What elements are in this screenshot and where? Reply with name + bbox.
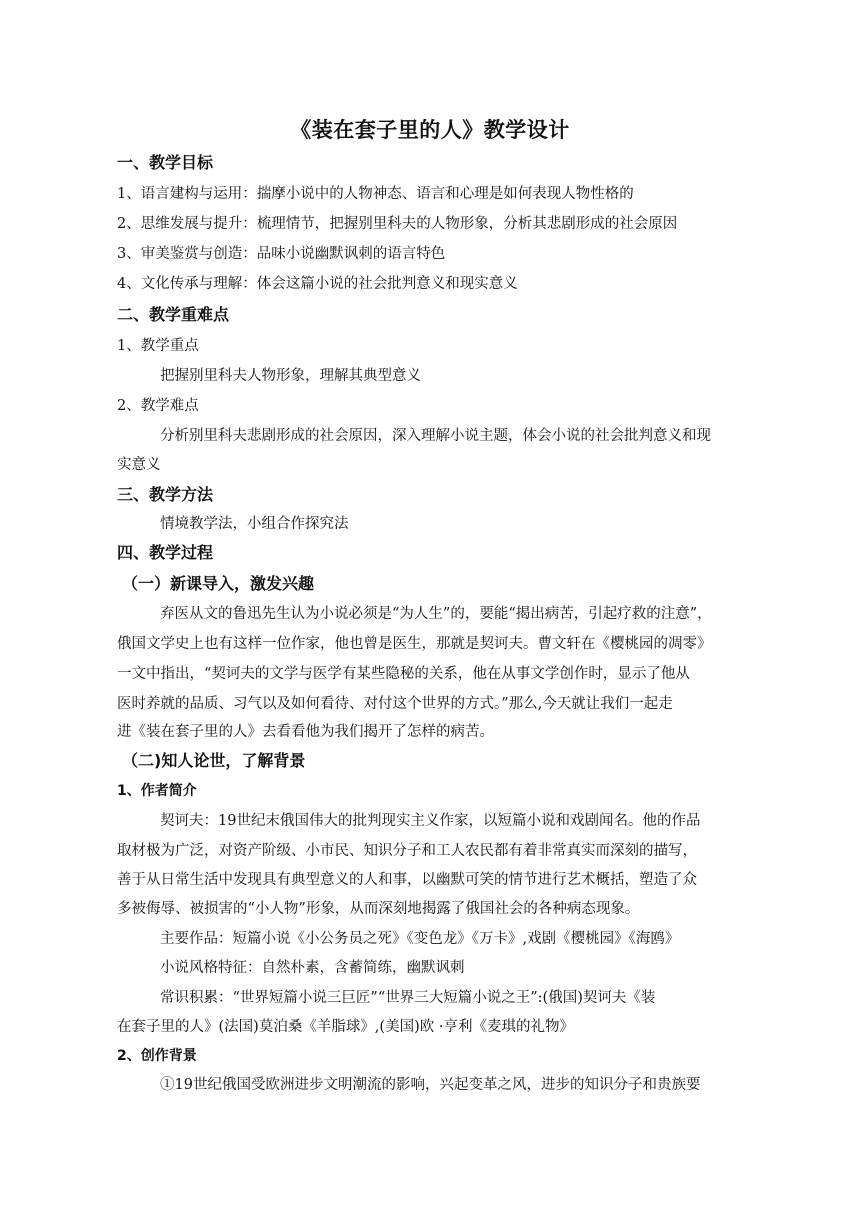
key-point-label: 1、教学重点 bbox=[117, 338, 199, 354]
section-heading-method: 三、教学方法 bbox=[117, 485, 214, 504]
author-intro-label: 1、作者简介 bbox=[117, 783, 197, 799]
difficulty-text: 分析别里科夫悲剧形成的社会原因，深入理解小说主题，体会小说的社会批判意义和现 bbox=[160, 428, 711, 444]
intro-paragraph-line: 俄国文学史上也有这样一位作家，他也曾是医生，那就是契诃夫。曹文轩在《樱桃园的凋零》 bbox=[117, 636, 712, 652]
background-label: 2、创作背景 bbox=[117, 1048, 197, 1064]
objective-item: 1、语言建构与运用：揣摩小说中的人物神态、语言和心理是如何表现人物性格的 bbox=[117, 186, 634, 202]
major-works: 主要作品：短篇小说《小公务员之死》《变色龙》《万卡》,戏剧《樱桃园》《海鸥》 bbox=[160, 931, 680, 947]
author-paragraph-line: 取材极为广泛，对资产阶级、小市民、知识分子和工人农民都有着非常真实而深刻的描写， bbox=[117, 843, 697, 859]
document-title: 《装在套子里的人》教学设计 bbox=[290, 118, 570, 142]
section-heading-key-points: 二、教学重难点 bbox=[117, 305, 230, 324]
intro-paragraph-line: 医时养就的品质、习气以及如何看待、对付这个世界的方式。”那么,今天就让我们一起走 bbox=[117, 696, 673, 712]
author-paragraph-line: 多被侮辱、被损害的“小人物”形象，从而深刻地揭露了俄国社会的各种病态现象。 bbox=[117, 901, 640, 917]
intro-paragraph-line: 一文中指出，“契诃夫的文学与医学有某些隐秘的关系，他在从事文学创作时，显示了他从 bbox=[117, 666, 690, 682]
objective-item: 2、思维发展与提升：梳理情节，把握别里科夫的人物形象，分析其悲剧形成的社会原因 bbox=[117, 216, 678, 232]
objective-item: 3、审美鉴赏与创造：品味小说幽默讽刺的语言特色 bbox=[117, 246, 446, 262]
method-text: 情境教学法，小组合作探究法 bbox=[160, 516, 349, 532]
intro-paragraph-line: 弃医从文的鲁迅先生认为小说必须是“为人生”的，要能“揭出病苦，引起疗救的注意”， bbox=[160, 606, 712, 622]
difficulty-text-cont: 实意义 bbox=[117, 457, 161, 473]
difficulty-label: 2、教学难点 bbox=[117, 398, 199, 414]
knowledge-line: 常识积累：“世界短篇小说三巨匠”“世界三大短篇小说之王”:(俄国)契诃夫《装 bbox=[160, 990, 656, 1006]
intro-paragraph-line: 进《装在套子里的人》去看看他为我们揭开了怎样的病苦。 bbox=[117, 724, 494, 740]
section-heading-process: 四、教学过程 bbox=[117, 543, 214, 562]
writing-style: 小说风格特征：自然朴素，含蓄简练，幽默讽刺 bbox=[160, 960, 465, 976]
background-text: ①19世纪俄国受欧洲进步文明潮流的影响，兴起变革之风，进步的知识分子和贵族要 bbox=[160, 1077, 701, 1093]
subsection-heading-intro: （一）新课导入，激发兴趣 bbox=[122, 574, 315, 593]
knowledge-line-cont: 在套子里的人》(法国)莫泊桑《羊脂球》,(美国)欧 ·亨利《麦琪的礼物》 bbox=[117, 1019, 574, 1035]
objective-item: 4、文化传承与理解：体会这篇小说的社会批判意义和现实意义 bbox=[117, 276, 518, 292]
author-paragraph-line: 善于从日常生活中发现具有典型意义的人和事，以幽默可笑的情节进行艺术概括，塑造了众 bbox=[117, 872, 697, 888]
key-point-text: 把握别里科夫人物形象，理解其典型意义 bbox=[160, 368, 421, 384]
section-heading-objectives: 一、教学目标 bbox=[117, 153, 214, 172]
author-paragraph-line: 契诃夫：19世纪末俄国伟大的批判现实主义作家，以短篇小说和戏剧闻名。他的作品 bbox=[160, 813, 701, 829]
subsection-heading-background: （二)知人论世，了解背景 bbox=[122, 751, 306, 770]
